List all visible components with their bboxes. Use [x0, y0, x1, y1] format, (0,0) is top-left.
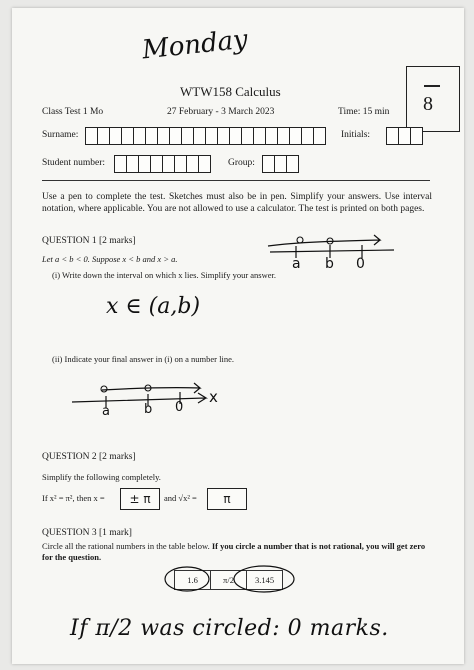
- q2-prompt: Simplify the following completely.: [42, 472, 161, 482]
- initials-boxes[interactable]: [387, 127, 423, 145]
- q3-prompt: [42, 541, 432, 562]
- student-number-label: Student number:: [42, 158, 106, 168]
- handwritten-day: Monday: [140, 24, 250, 66]
- group-boxes[interactable]: [263, 155, 299, 173]
- student-number-boxes[interactable]: [115, 155, 211, 173]
- q3-cell-3[interactable]: 3.145: [246, 570, 283, 590]
- instructions: Use a pen to complete the test. Sketches must also be in pen. Simplify your answers. Use interval notation, where applicable. You are not allowed to use a calculator. The test is printed on both pages.: [42, 192, 432, 214]
- initials-label: Initials:: [341, 130, 371, 140]
- q1-margin-label-a: a: [292, 256, 301, 272]
- q2-answer-box-2[interactable]: π: [207, 488, 247, 510]
- class-test-label: Class Test 1 Mo: [42, 107, 104, 117]
- q1-part-i: (i) Write down the interval on which x lies. Simplify your answer.: [52, 270, 277, 280]
- test-sheet: [12, 8, 464, 664]
- q2-if-text: If x² = π², then x =: [42, 493, 105, 503]
- surname-label: Surname:: [42, 130, 79, 140]
- q3-circles: [160, 562, 310, 596]
- q3-cell-2[interactable]: π/2: [210, 570, 247, 590]
- q1-prompt: Let a < b < 0. Suppose x < b and x > a.: [42, 254, 178, 264]
- q1-numline-label-a: a: [102, 404, 110, 419]
- q2-and-text: and √x² =: [164, 493, 197, 503]
- q1-heading: QUESTION 1 [2 marks]: [42, 236, 136, 246]
- grader-note: If π/2 was circled: 0 marks.: [70, 616, 389, 641]
- q1-numline-label-0: 0: [175, 400, 184, 415]
- q1-part-ii: (ii) Indicate your final answer in (i) on a number line.: [52, 354, 234, 364]
- score-line: [424, 85, 440, 87]
- score-box: [406, 66, 460, 132]
- q2-answer-box-1[interactable]: ± π: [120, 488, 160, 510]
- group-label: Group:: [228, 158, 255, 168]
- q1-numline-label-b: b: [144, 402, 153, 417]
- q1-numline-var: x: [209, 388, 218, 406]
- q1-interval-answer: x ∈ (a,b): [106, 294, 201, 319]
- q3-prompt-bold: If you circle a number that is not rational, you will get zero for the question.: [42, 541, 426, 562]
- q3-cell-1[interactable]: 1.6: [174, 570, 211, 590]
- course-title: WTW158 Calculus: [180, 84, 281, 99]
- q1-margin-label-0: 0: [356, 256, 365, 272]
- surname-boxes[interactable]: [86, 127, 326, 145]
- time-limit: Time: 15 min: [338, 107, 390, 117]
- test-dates: 27 February - 3 March 2023: [167, 107, 275, 117]
- q3-prompt-normal: Circle all the rational numbers in the table below.: [42, 541, 210, 551]
- q2-heading: QUESTION 2 [2 marks]: [42, 452, 136, 462]
- header-divider: [42, 180, 430, 181]
- q3-heading: QUESTION 3 [1 mark]: [42, 528, 132, 538]
- q1-margin-label-b: b: [325, 256, 334, 272]
- score-denominator: 8: [423, 93, 433, 115]
